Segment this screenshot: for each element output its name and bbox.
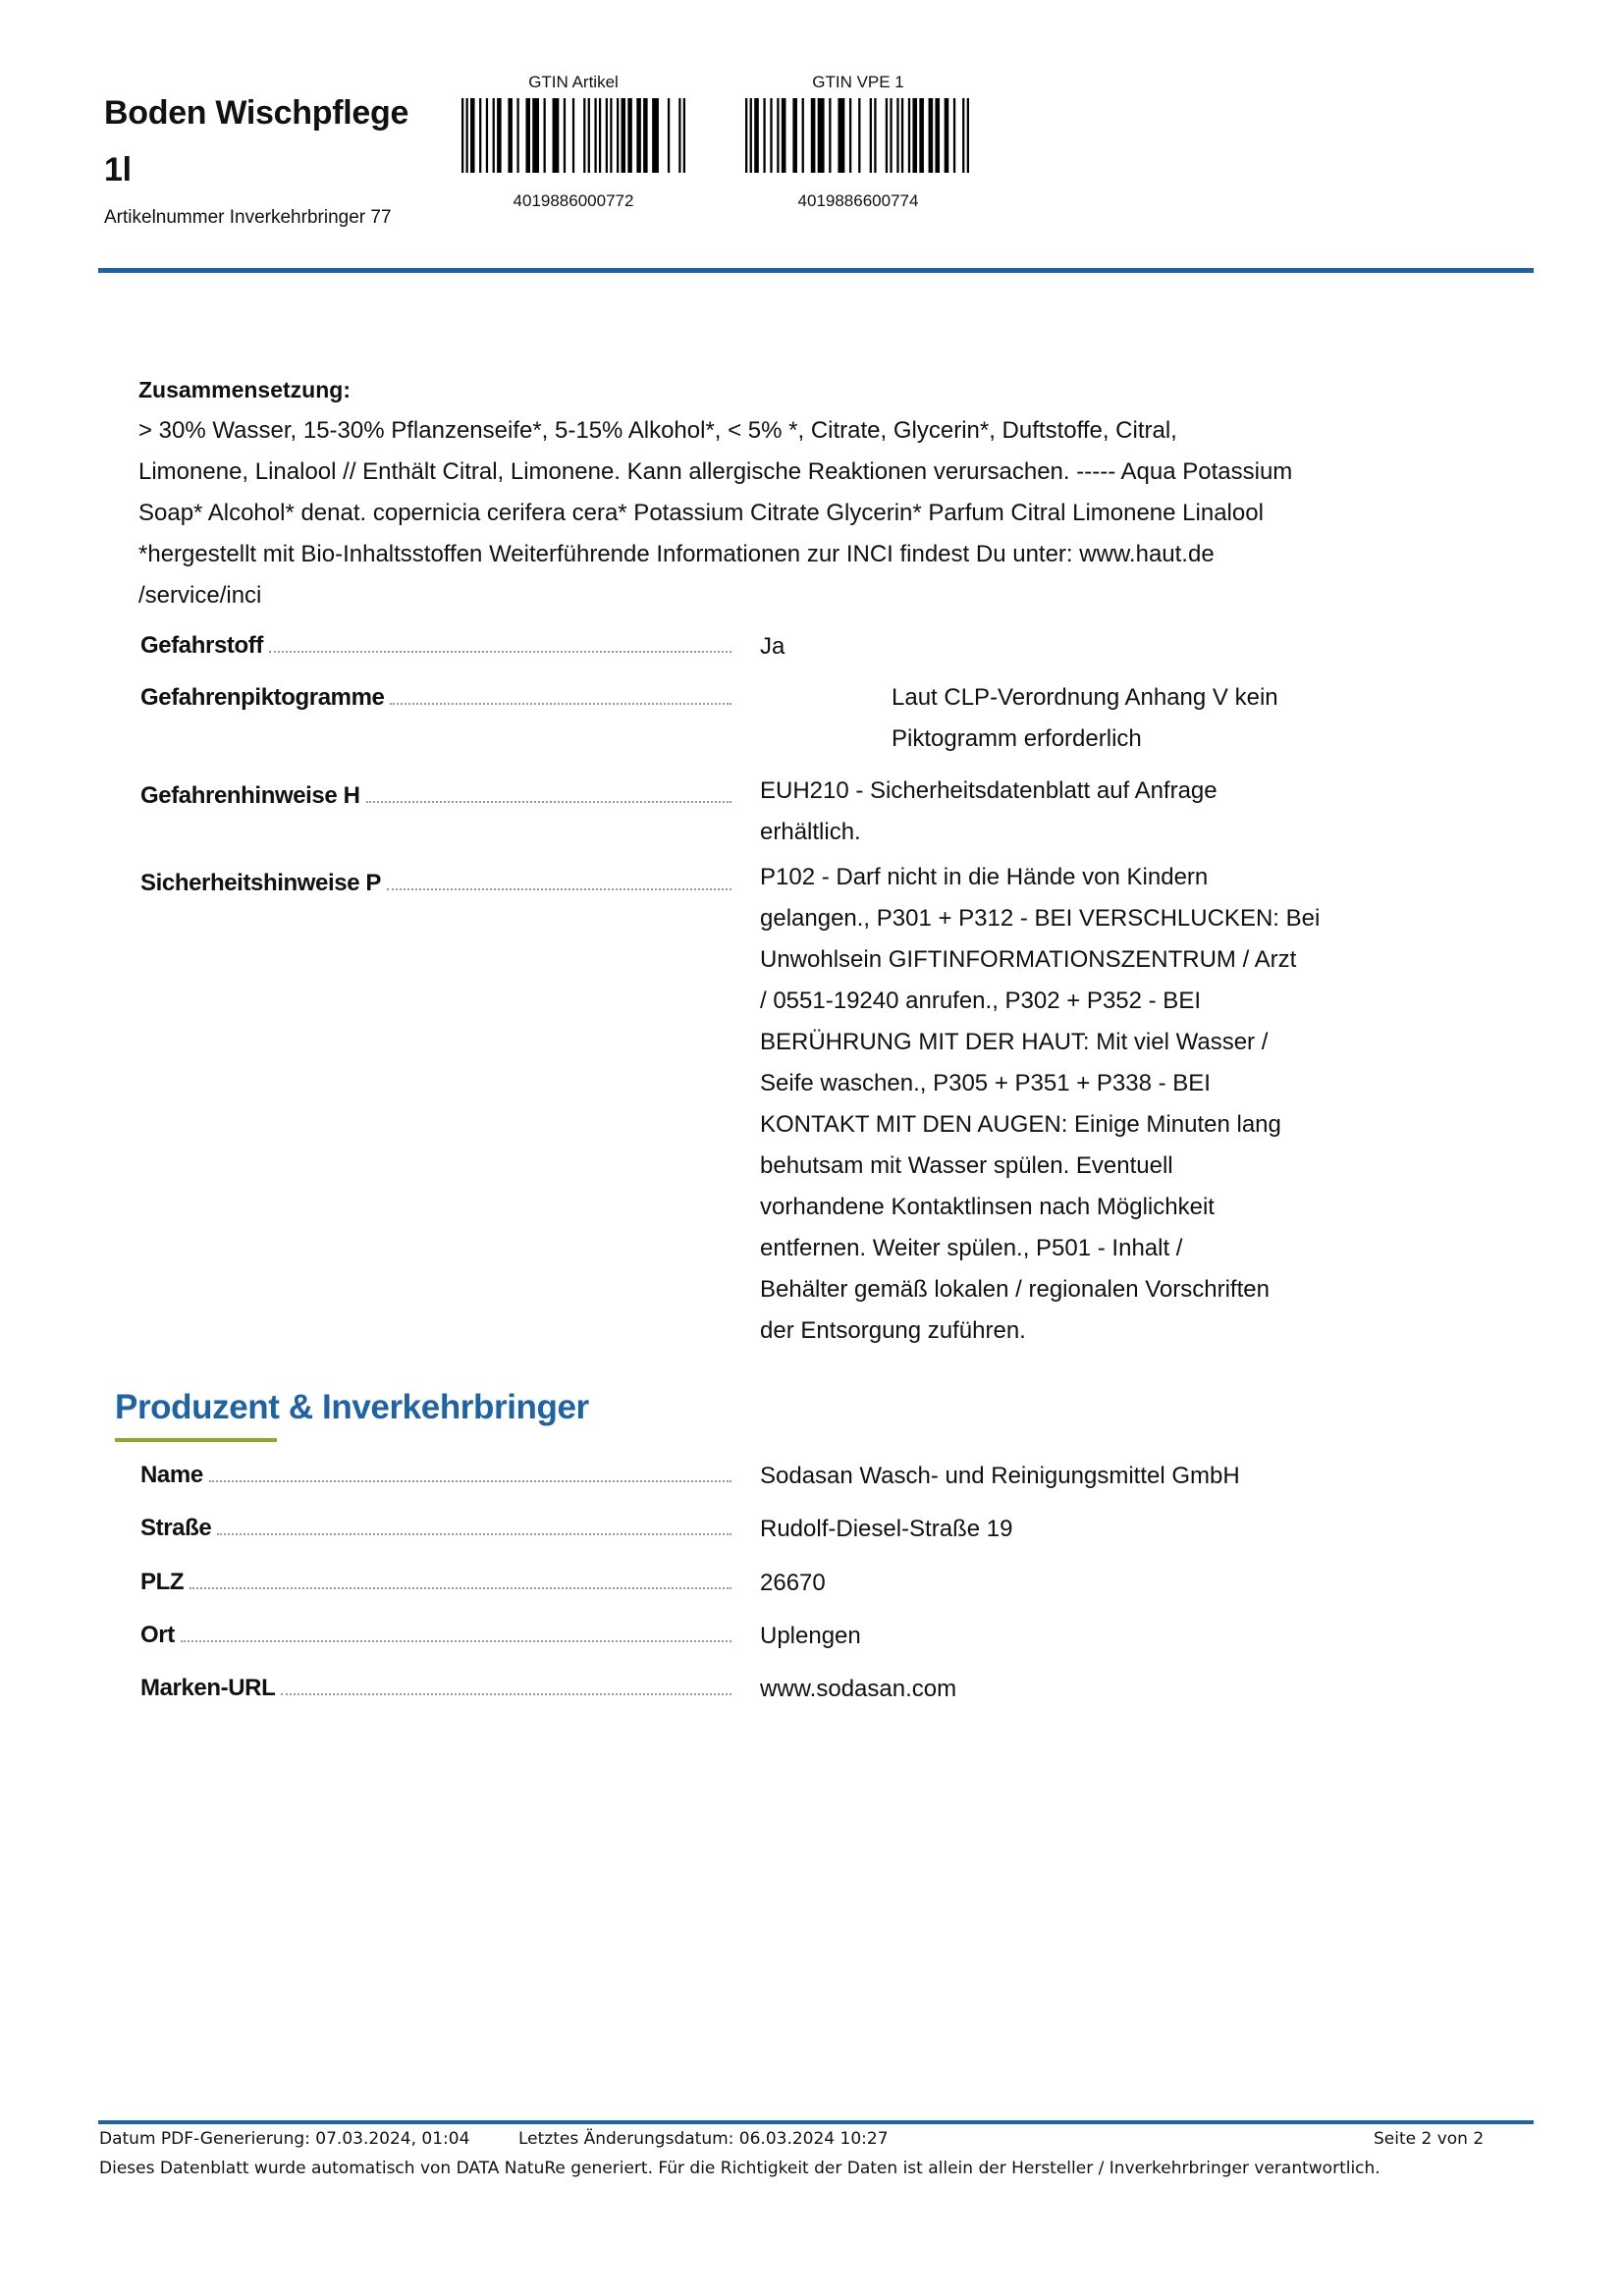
- article-number: Artikelnummer Inverkehrbringer 77: [104, 207, 392, 228]
- composition-line: /service/inci: [138, 582, 262, 609]
- row-ort: [140, 1622, 731, 1649]
- leader-dots: [181, 1640, 731, 1642]
- value-line: EUH210 - Sicherheitsdatenblatt auf Anfrage: [760, 777, 1218, 804]
- barcode-bar: [479, 98, 481, 173]
- row-label: Ort: [140, 1622, 175, 1648]
- value-ort: Uplengen: [760, 1623, 861, 1649]
- barcode-bar: [622, 98, 626, 173]
- barcode-bar: [544, 98, 546, 173]
- barcode-bar: [588, 98, 590, 173]
- value-piktogramme: [892, 677, 1278, 760]
- barcode-bar: [890, 98, 892, 173]
- leader-dots: [189, 1587, 731, 1589]
- row-name: [140, 1462, 731, 1489]
- row-label: Gefahrstoff: [140, 632, 263, 659]
- value-line: / 0551-19240 anrufen., P302 + P352 - BEI: [760, 988, 1201, 1014]
- barcode-bar: [516, 98, 518, 173]
- row-piktogramme: [140, 684, 731, 712]
- row-label: Name: [140, 1462, 203, 1488]
- barcode-bar: [908, 98, 910, 173]
- barcode-bar: [896, 98, 898, 173]
- header-divider: [98, 268, 1534, 273]
- barcode-bar: [929, 98, 934, 173]
- barcode-bar: [583, 98, 585, 173]
- barcode-bar: [750, 98, 752, 173]
- barcode-bar: [886, 98, 888, 173]
- leader-dots: [390, 703, 731, 705]
- composition-line: > 30% Wasser, 15-30% Pflanzenseife*, 5-15% Alkohol*, < 5% *, Citrate, Glycerin*, Duftstoffe, Citral,: [138, 417, 1177, 444]
- barcode-bar: [818, 98, 825, 173]
- barcode-bar: [953, 98, 955, 173]
- barcode-bar: [497, 98, 502, 173]
- barcode-bar: [858, 98, 860, 173]
- barcode-bar: [532, 98, 539, 173]
- barcode-bar: [508, 98, 513, 173]
- barcode-bar: [683, 98, 685, 173]
- barcode-bar: [777, 98, 779, 173]
- barcode-bar: [461, 98, 463, 173]
- barcode-bar: [606, 98, 608, 173]
- barcode-bar: [627, 98, 632, 173]
- value-line: vorhandene Kontaktlinsen nach Möglichkeit: [760, 1194, 1215, 1220]
- barcode-bar: [470, 98, 475, 173]
- value-line: entfernen. Weiter spülen., P501 - Inhalt /: [760, 1235, 1183, 1261]
- leader-dots: [366, 801, 731, 803]
- row-label: Gefahrenpiktogramme: [140, 684, 385, 711]
- gtin-vpe-label: GTIN VPE 1: [812, 73, 904, 91]
- barcode-bar: [652, 98, 659, 173]
- value-marken-url: www.sodasan.com: [760, 1676, 957, 1702]
- barcode-bar: [525, 98, 530, 173]
- value-line: gelangen., P301 + P312 - BEI VERSCHLUCKEN: Bei: [760, 905, 1321, 932]
- product-title-line2: 1l: [104, 151, 132, 188]
- barcode-bar: [829, 98, 831, 173]
- footer-changed: Letztes Änderungsdatum: 06.03.2024 10:27: [518, 2129, 889, 2149]
- leader-dots: [387, 888, 731, 890]
- footer-generated: Datum PDF-Generierung: 07.03.2024, 01:04: [99, 2129, 470, 2149]
- barcode-bar: [564, 98, 566, 173]
- barcode-bar: [610, 98, 612, 173]
- barcode-bar: [643, 98, 648, 173]
- barcode-bar: [745, 98, 747, 173]
- composition-line: Soap* Alcohol* denat. copernicia cerifera cera* Potassium Citrate Glycerin* Parfum Citral Limonene Linalool: [138, 500, 1264, 526]
- barcode-bar: [668, 98, 670, 173]
- barcode-bar: [874, 98, 876, 173]
- barcode-bar: [763, 98, 765, 173]
- barcode-bar: [678, 98, 680, 173]
- row-strasse: [140, 1515, 731, 1542]
- barcode-bar: [967, 98, 969, 173]
- barcode-bar: [838, 98, 844, 173]
- barcode-bar: [912, 98, 917, 173]
- producer-heading: Produzent & Inverkehrbringer: [115, 1388, 589, 1426]
- barcode-bar: [572, 98, 574, 173]
- barcode-bar: [617, 98, 619, 173]
- row-plz: [140, 1569, 731, 1596]
- composition-line: *hergestellt mit Bio-Inhaltsstoffen Weiterführende Informationen zur INCI findest Du unter: www.haut.de: [138, 541, 1215, 567]
- barcode-bar: [493, 98, 495, 173]
- value-strasse: Rudolf-Diesel-Straße 19: [760, 1516, 1013, 1542]
- value-p-hinweise: [760, 857, 1320, 1352]
- barcode-bar: [945, 98, 949, 173]
- row-marken-url: [140, 1675, 731, 1702]
- barcode-bar: [962, 98, 964, 173]
- value-line: Seife waschen., P305 + P351 + P338 - BEI: [760, 1070, 1211, 1096]
- barcode-bar: [486, 98, 488, 173]
- value-line: BERÜHRUNG MIT DER HAUT: Mit viel Wasser /: [760, 1029, 1269, 1055]
- barcode-bar: [594, 98, 596, 173]
- heading-underline: [115, 1438, 277, 1442]
- row-label: Marken-URL: [140, 1675, 276, 1701]
- row-label: Sicherheitshinweise P: [140, 870, 382, 896]
- value-line: Laut CLP-Verordnung Anhang V kein: [892, 684, 1278, 711]
- row-h-hinweise: [140, 782, 731, 810]
- barcode-vpe: [743, 98, 971, 173]
- composition-label: Zusammensetzung:: [138, 377, 351, 402]
- leader-dots: [217, 1533, 731, 1535]
- barcode-bar: [636, 98, 641, 173]
- value-line: P102 - Darf nicht in die Hände von Kindern: [760, 864, 1209, 890]
- value-line: KONTAKT MIT DEN AUGEN: Einige Minuten lang: [760, 1111, 1281, 1138]
- barcode-bar: [901, 98, 903, 173]
- product-title-line1: Boden Wischpflege: [104, 94, 409, 132]
- row-p-hinweise: [140, 870, 731, 897]
- gtin-vpe-number: 4019886600774: [797, 191, 919, 210]
- value-line: Piktogramm erforderlich: [892, 725, 1142, 752]
- composition-line: Limonene, Linalool // Enthält Citral, Limonene. Kann allergische Reaktionen verursachen. ----- Aqua Potassium: [138, 458, 1293, 485]
- leader-dots: [209, 1480, 731, 1482]
- composition-text: [138, 410, 1395, 616]
- footer-disclaimer: Dieses Datenblatt wurde automatisch von DATA NatuRe generiert. Für die Richtigkeit der Daten ist allein der Hersteller / Inverkehrbringer verantwortlich.: [99, 2159, 1380, 2178]
- gtin-article-number: 4019886000772: [513, 191, 634, 210]
- barcode-bar: [870, 98, 872, 173]
- barcode-bar: [792, 98, 797, 173]
- barcode-bar: [466, 98, 468, 173]
- barcode-bar: [802, 98, 804, 173]
- value-plz: 26670: [760, 1570, 826, 1596]
- barcode-bar: [599, 98, 601, 173]
- barcode-bar: [919, 98, 924, 173]
- barcode-bar: [849, 98, 851, 173]
- footer-page: Seite 2 von 2: [1374, 2129, 1485, 2149]
- barcode-article: [460, 98, 687, 173]
- value-h-hinweise: [760, 771, 1218, 853]
- leader-dots: [269, 651, 731, 653]
- row-label: Straße: [140, 1515, 212, 1541]
- barcode-bar: [553, 98, 560, 173]
- barcode-bar: [811, 98, 816, 173]
- barcode-bar: [754, 98, 759, 173]
- row-label: Gefahrenhinweise H: [140, 782, 360, 809]
- value-line: erhältlich.: [760, 819, 861, 845]
- leader-dots: [281, 1693, 731, 1695]
- value-name: Sodasan Wasch- und Reinigungsmittel GmbH: [760, 1463, 1240, 1489]
- value-line: Behälter gemäß lokalen / regionalen Vorschriften: [760, 1276, 1270, 1303]
- gtin-article-label: GTIN Artikel: [528, 73, 619, 91]
- value-line: behutsam mit Wasser spülen. Eventuell: [760, 1152, 1173, 1179]
- barcode-bar: [770, 98, 772, 173]
- row-gefahrstoff: [140, 632, 731, 660]
- barcode-bar: [782, 98, 786, 173]
- footer-divider: [98, 2120, 1534, 2124]
- barcode-bar: [935, 98, 940, 173]
- value-gefahrstoff: Ja: [760, 633, 785, 660]
- value-line: Unwohlsein GIFTINFORMATIONSZENTRUM / Arzt: [760, 946, 1297, 973]
- value-line: der Entsorgung zuführen.: [760, 1317, 1026, 1344]
- row-label: PLZ: [140, 1569, 185, 1595]
